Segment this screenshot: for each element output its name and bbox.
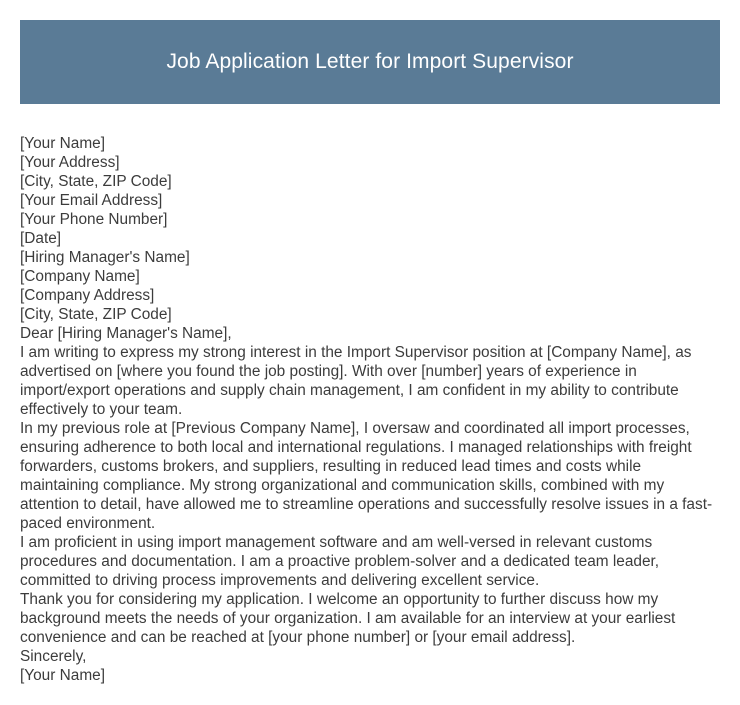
signature: [Your Name] (20, 667, 105, 684)
paragraph-skills: I am proficient in using import management software and am well-versed in relevant customs procedures and documentation. I am a proactive problem-solver and a dedicated team leader, committed to driving process improvements and delivering excellent service. (20, 534, 660, 589)
letter-body (20, 134, 724, 685)
sender-phone: [Your Phone Number] (20, 211, 168, 228)
recipient-city-state-zip: [City, State, ZIP Code] (20, 306, 172, 323)
closing: Sincerely, (20, 648, 87, 665)
page-title: Job Application Letter for Import Supervisor (166, 50, 574, 73)
recipient-company-address: [Company Address] (20, 287, 155, 304)
sender-email: [Your Email Address] (20, 192, 163, 209)
paragraph-experience: In my previous role at [Previous Company Name], I oversaw and coordinated all import processes, ensuring adherence to both local and international regulations. I managed relationships with freight forwarders, customs brokers, and suppliers, resulting in reduced lead times and costs while maintaining compliance. My strong organizational and communication skills, combined with my attention to detail, have allowed me to streamline operations and successfully resolve issues in a fast-paced environment. (20, 420, 713, 532)
sender-name: [Your Name] (20, 135, 105, 152)
paragraph-closing: Thank you for considering my application. I welcome an opportunity to further discuss how my background meets the needs of your organization. I am available for an interview at your earliest convenience and can be reached at [your phone number] or [your email address]. (20, 591, 676, 646)
sender-address: [Your Address] (20, 154, 120, 171)
letter-date: [Date] (20, 230, 62, 247)
salutation: Dear [Hiring Manager's Name], (20, 325, 232, 342)
letter-header-banner (20, 20, 720, 104)
paragraph-intro: I am writing to express my strong interest in the Import Supervisor position at [Company Name], as advertised on [where you found the job posting]. With over [number] years of experience in import/export operations and supply chain management, I am confident in my ability to contribute effectively to your team. (20, 344, 692, 418)
sender-city-state-zip: [City, State, ZIP Code] (20, 173, 172, 190)
recipient-hiring-manager: [Hiring Manager's Name] (20, 249, 190, 266)
recipient-company-name: [Company Name] (20, 268, 140, 285)
